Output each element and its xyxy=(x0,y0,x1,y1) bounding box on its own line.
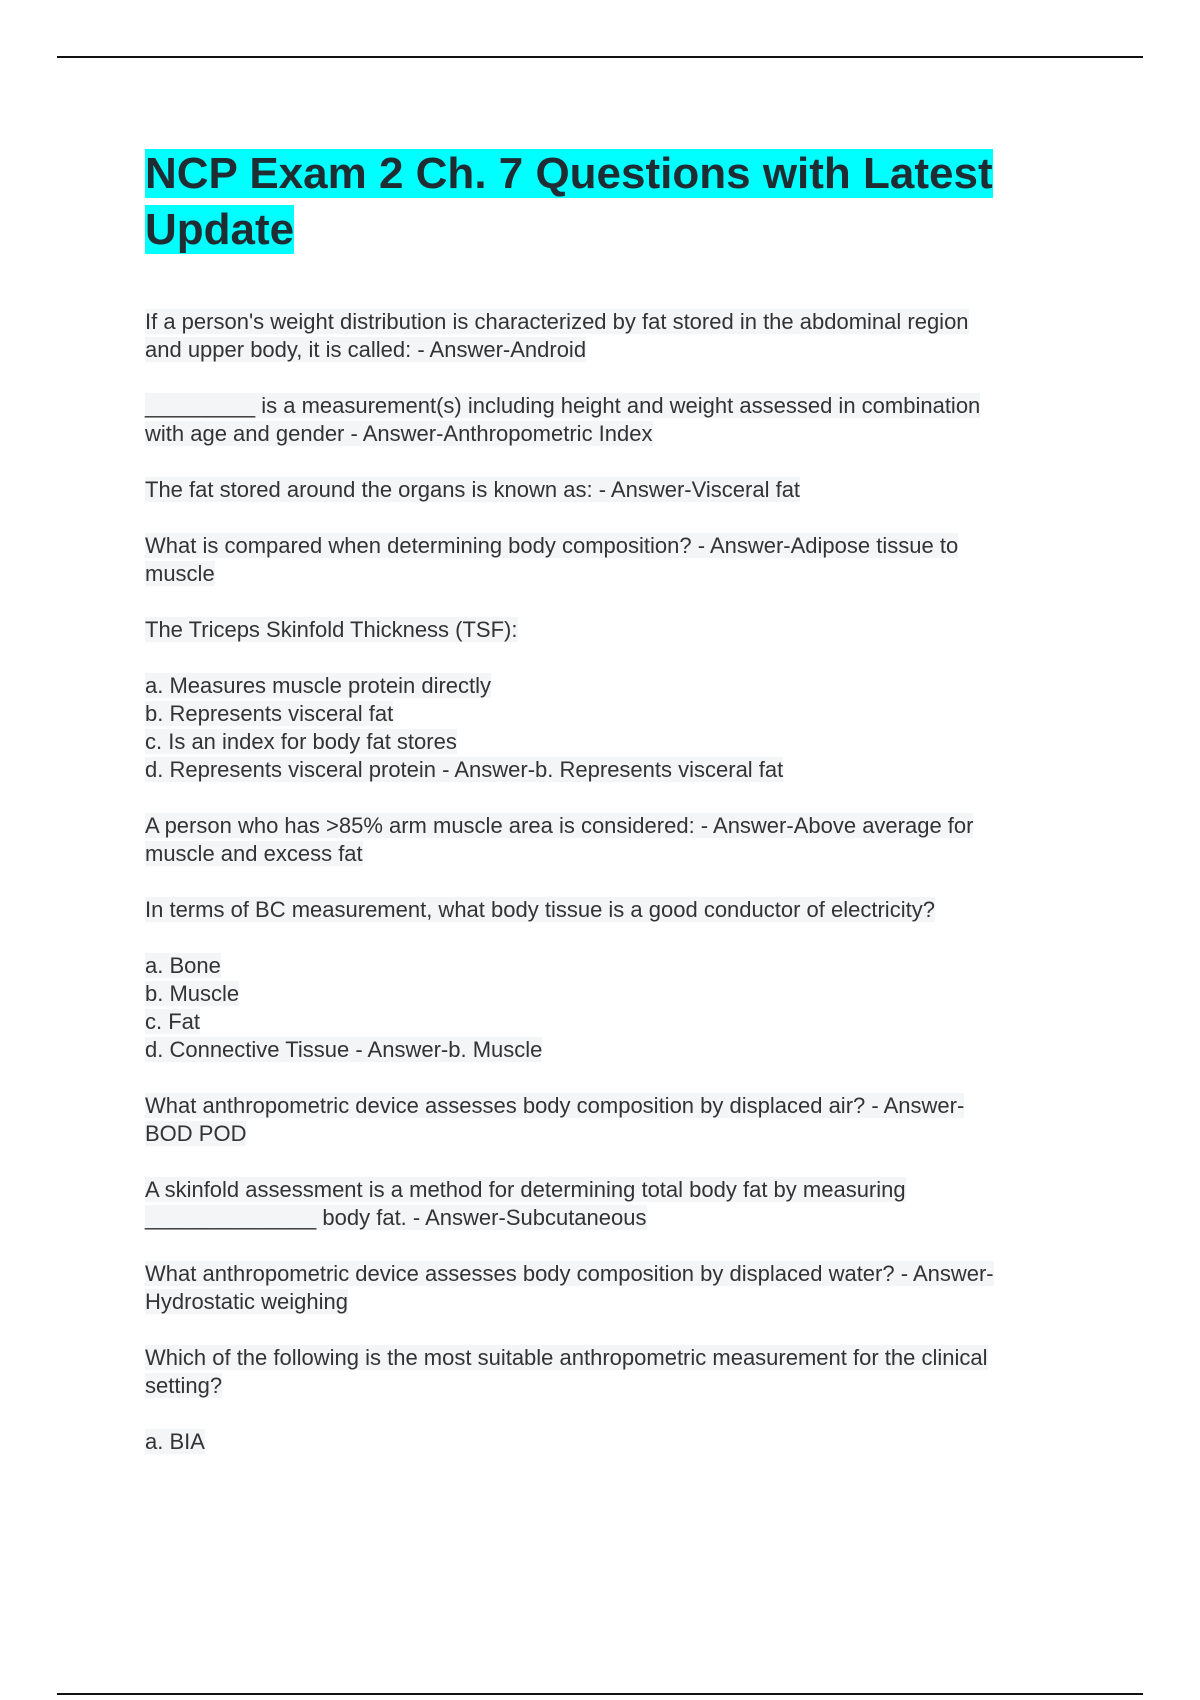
question-block xyxy=(145,392,1080,448)
text-line-content: What is compared when determining body composition? - Answer-Adipose tissue to xyxy=(145,533,959,558)
footer-rule xyxy=(57,1693,1143,1695)
question-block xyxy=(145,1176,1080,1232)
text-line xyxy=(145,532,1080,560)
text-line xyxy=(145,1036,1080,1064)
text-line-content: c. Fat xyxy=(145,1009,201,1034)
text-line xyxy=(145,1092,1080,1120)
text-line-content: If a person's weight distribution is characterized by fat stored in the abdominal region xyxy=(145,309,969,334)
text-line-content: muscle and excess fat xyxy=(145,841,363,866)
question-block xyxy=(145,308,1080,364)
text-line-content: c. Is an index for body fat stores xyxy=(145,729,457,754)
text-line-content: The Triceps Skinfold Thickness (TSF): xyxy=(145,617,518,642)
text-line-content: b. Muscle xyxy=(145,981,240,1006)
text-line xyxy=(145,308,1080,336)
question-block xyxy=(145,1092,1080,1148)
question-block xyxy=(145,1344,1080,1400)
question-block xyxy=(145,952,1080,1064)
text-line xyxy=(145,756,1080,784)
text-line-content: In terms of BC measurement, what body tissue is a good conductor of electricity? xyxy=(145,897,935,922)
text-line xyxy=(145,476,1080,504)
text-line xyxy=(145,420,1080,448)
text-line xyxy=(145,952,1080,980)
document-body xyxy=(145,146,1080,1484)
question-block xyxy=(145,1428,1080,1456)
header-rule xyxy=(57,56,1143,58)
text-line-content: A person who has >85% arm muscle area is considered: - Answer-Above average for xyxy=(145,813,974,838)
text-line xyxy=(145,1428,1080,1456)
text-line xyxy=(145,840,1080,868)
text-line xyxy=(145,812,1080,840)
question-block xyxy=(145,476,1080,504)
text-line xyxy=(145,1176,1080,1204)
text-line-content: _________ is a measurement(s) including height and weight assessed in combination xyxy=(145,393,981,418)
text-line xyxy=(145,1120,1080,1148)
text-line-content: A skinfold assessment is a method for determining total body fat by measuring xyxy=(145,1177,906,1202)
text-line-content: setting? xyxy=(145,1373,223,1398)
text-line xyxy=(145,1344,1080,1372)
question-block xyxy=(145,532,1080,588)
question-block xyxy=(145,1260,1080,1316)
text-line-content: The fat stored around the organs is known as: - Answer-Visceral fat xyxy=(145,477,801,502)
text-line xyxy=(145,336,1080,364)
question-block xyxy=(145,896,1080,924)
text-line xyxy=(145,728,1080,756)
text-line-content: a. BIA xyxy=(145,1429,205,1454)
text-line-content: with age and gender - Answer-Anthropometric Index xyxy=(145,421,653,446)
question-block xyxy=(145,616,1080,644)
text-line-content: a. Measures muscle protein directly xyxy=(145,673,492,698)
text-line xyxy=(145,1008,1080,1036)
text-line xyxy=(145,560,1080,588)
text-line-content: Which of the following is the most suitable anthropometric measurement for the clinical xyxy=(145,1345,988,1370)
text-line-content: ______________ body fat. - Answer-Subcutaneous xyxy=(145,1205,647,1230)
text-line-content: What anthropometric device assesses body composition by displaced water? - Answer- xyxy=(145,1261,994,1286)
text-line-content: a. Bone xyxy=(145,953,221,978)
text-line xyxy=(145,672,1080,700)
text-line-content: d. Connective Tissue - Answer-b. Muscle xyxy=(145,1037,543,1062)
text-line xyxy=(145,980,1080,1008)
document-title xyxy=(145,146,1080,258)
text-line xyxy=(145,1260,1080,1288)
text-line xyxy=(145,1288,1080,1316)
question-list xyxy=(145,308,1080,1456)
text-line xyxy=(145,700,1080,728)
text-line-content: What anthropometric device assesses body composition by displaced air? - Answer- xyxy=(145,1093,965,1118)
text-line xyxy=(145,1372,1080,1400)
title-highlight: NCP Exam 2 Ch. 7 Questions with Latest Update xyxy=(145,149,993,254)
text-line-content: b. Represents visceral fat xyxy=(145,701,394,726)
text-line-content: muscle xyxy=(145,561,215,586)
text-line xyxy=(145,896,1080,924)
question-block xyxy=(145,672,1080,784)
text-line xyxy=(145,616,1080,644)
text-line-content: Hydrostatic weighing xyxy=(145,1289,348,1314)
text-line-content: and upper body, it is called: - Answer-Android xyxy=(145,337,587,362)
question-block xyxy=(145,812,1080,868)
text-line-content: d. Represents visceral protein - Answer-b. Represents visceral fat xyxy=(145,757,784,782)
text-line xyxy=(145,392,1080,420)
text-line-content: BOD POD xyxy=(145,1121,247,1146)
text-line xyxy=(145,1204,1080,1232)
